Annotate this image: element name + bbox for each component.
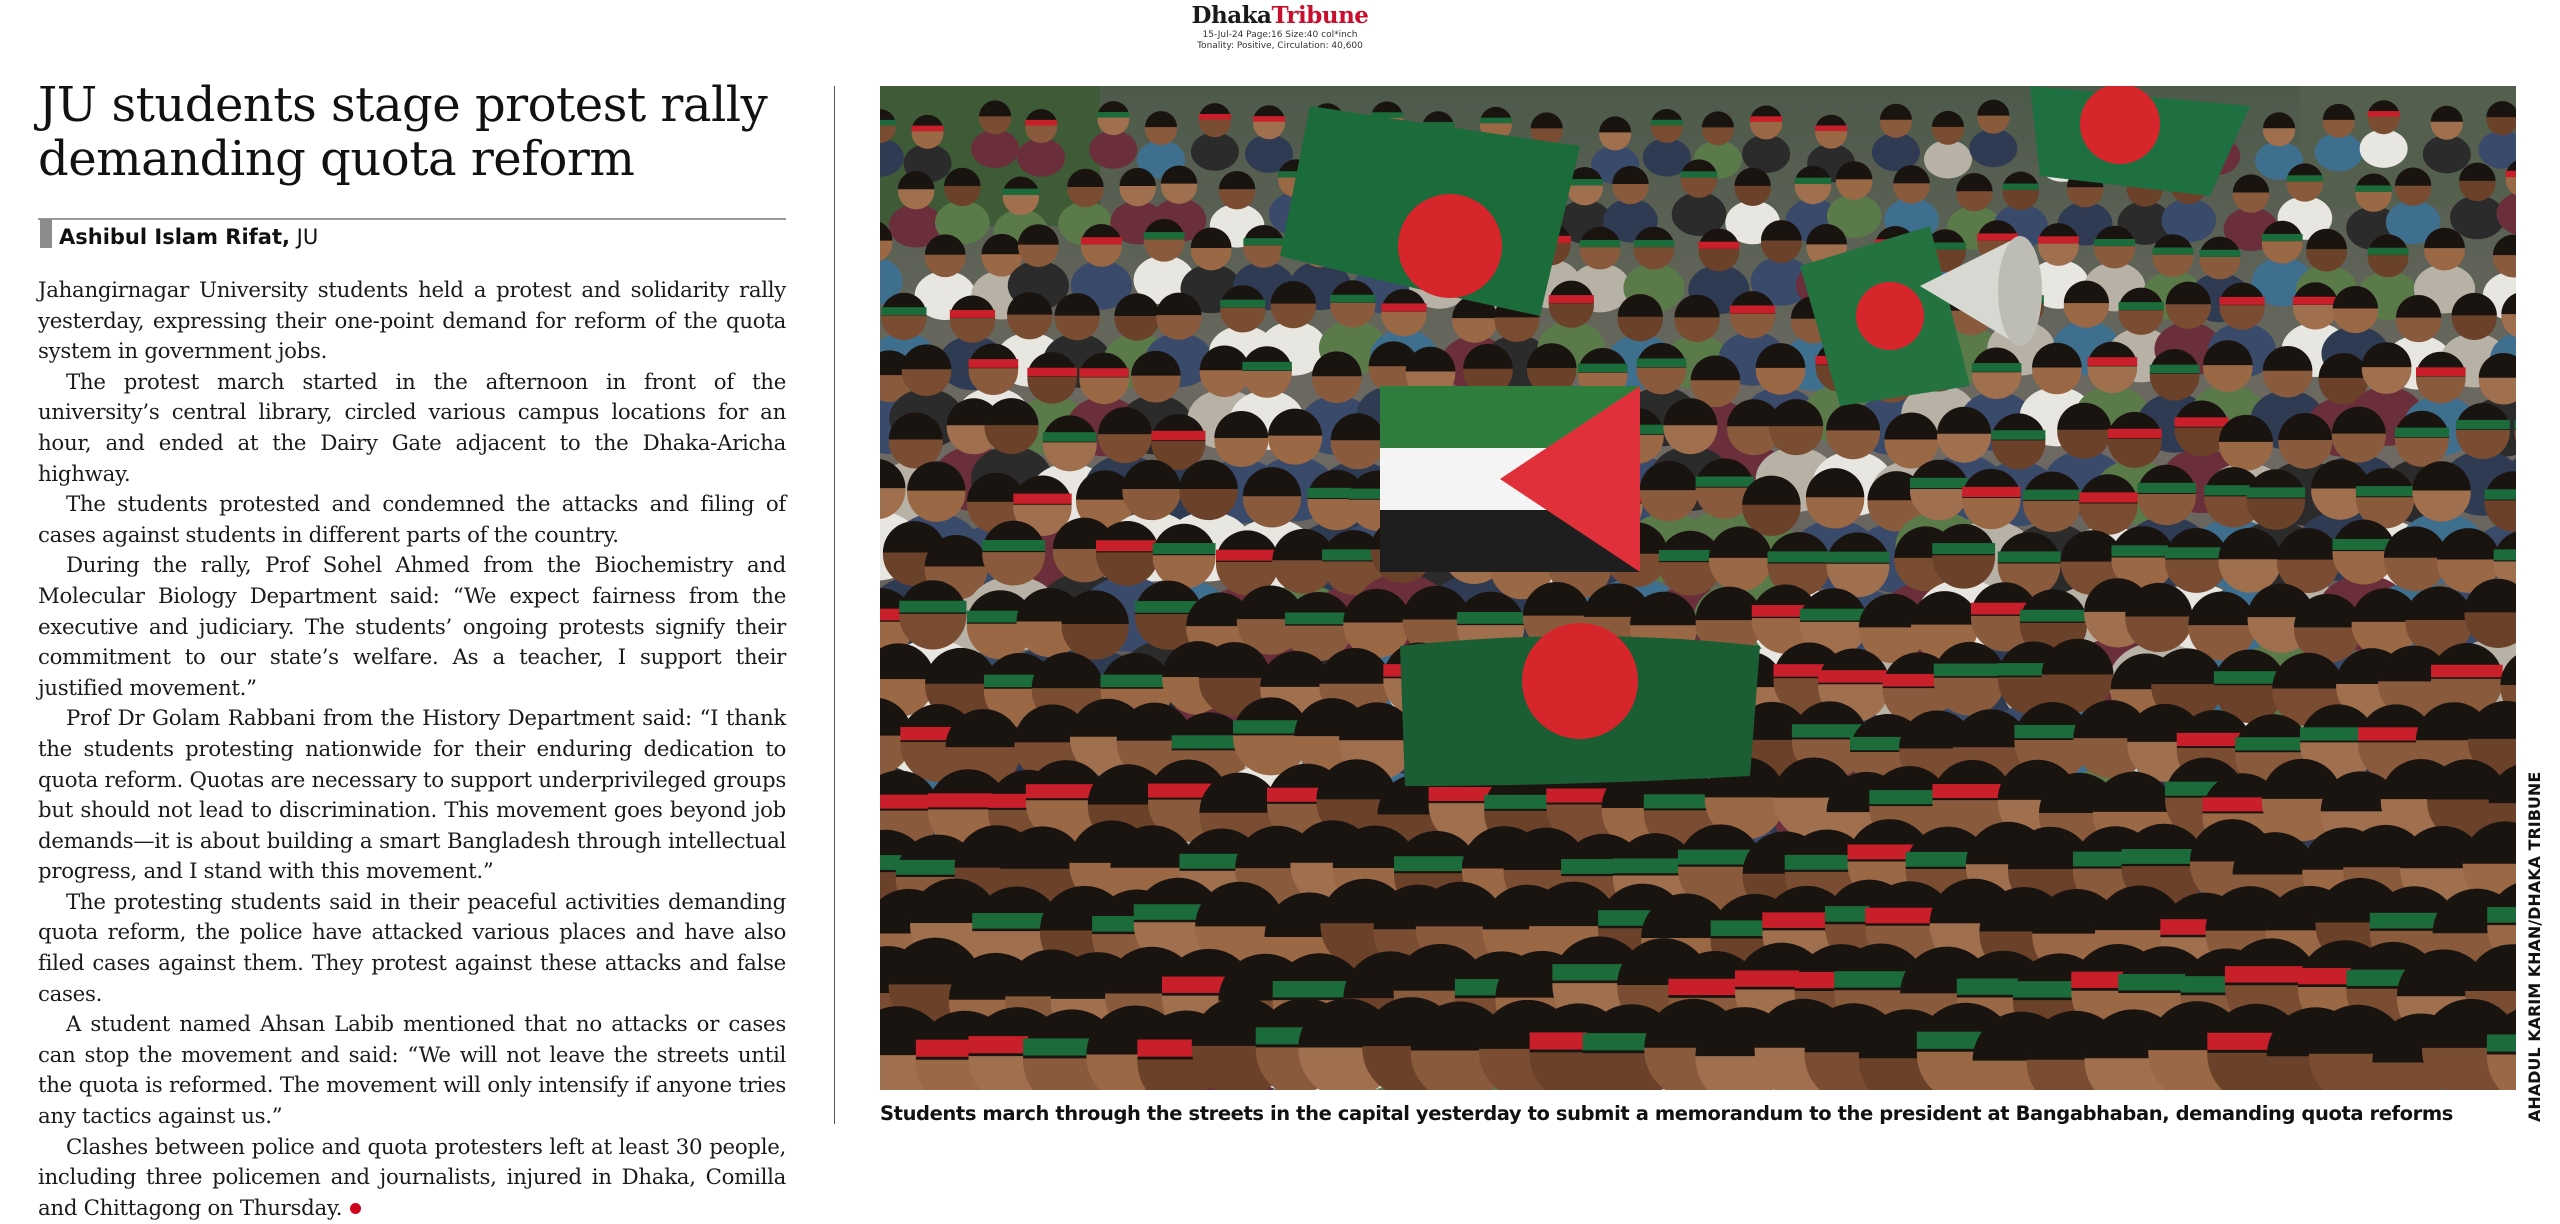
protest-rally-photo [880, 86, 2516, 1090]
crowd-headband [1480, 118, 1512, 124]
crowd-person-hair [2233, 174, 2269, 192]
crowd-person-body [971, 130, 1019, 168]
end-of-story-marker [350, 1203, 361, 1214]
bangladesh-flag [1400, 623, 1760, 786]
column-divider [834, 86, 835, 1124]
crowd-headband [1027, 368, 1077, 377]
crowd-headband [1795, 178, 1831, 184]
crowd-headband [2487, 1034, 2516, 1051]
article-headline: JU students stage protest rally demanding quota reform [38, 77, 768, 187]
crowd-headband [2199, 250, 2240, 257]
crowd-headband [1634, 240, 1675, 247]
crowd-headband [1962, 487, 2020, 497]
crowd-headband [1081, 237, 1122, 244]
crowd-headband [1767, 551, 1830, 562]
crowd-headband [899, 601, 966, 613]
article-paragraph: A student named Ahsan Labib mentioned that no attacks or cases can stop the movement and said: “We will not leave the streets until the quota is reformed. The movement will only intensify if anyone tries any tactics against us.” [38, 1012, 786, 1130]
crowd-headband [2506, 171, 2516, 177]
crowd-headband [1013, 494, 1071, 504]
crowd-headband [2020, 610, 2087, 622]
crowd-person-body [1089, 130, 1137, 168]
article-paragraph-text: Clashes between police and quota protesters left at least 30 people, including three policemen and journalists, injured in Dhaka, Comilla and Chittagong on Thursday. [38, 1134, 786, 1221]
crowd-headband [2293, 297, 2338, 305]
crowd-headband [2150, 365, 2200, 374]
article-paragraph: The students protested and condemned the attacks and filing of cases against students in different parts of the country. [38, 492, 786, 548]
crowd-person-hair [1932, 111, 1964, 127]
crowd-headband [2137, 483, 2195, 493]
crowd-headband [1253, 116, 1285, 122]
crowd-headband [880, 120, 896, 126]
logo-tribune: Tribune [1271, 2, 1369, 29]
crowd-headband [2456, 420, 2510, 429]
crowd-headband [1991, 430, 2045, 439]
article-paragraph: Jahangirnagar University students held a protest and solidarity rally yesterday, expressing their one-point demand for reform of the quota system in government jobs. [38, 278, 786, 365]
crowd-headband [1381, 303, 1426, 311]
byline [59, 224, 318, 250]
crowd-headband [1457, 612, 1524, 624]
crowd-person-hair [1702, 111, 1734, 127]
crowd-headband [2111, 545, 2174, 556]
crowd-headband [950, 310, 995, 318]
article-body [38, 276, 786, 1224]
logo-dhaka: Dhaka [1191, 2, 1272, 29]
crowd-headband [2079, 492, 2137, 502]
crowd-headband [2262, 234, 2303, 241]
byline-rule [38, 218, 786, 220]
crowd-headband [2165, 547, 2228, 558]
crowd-headband [1151, 431, 1205, 440]
crowd-headband [1043, 432, 1097, 441]
crowd-headband [2355, 185, 2391, 191]
crowd-headband [1243, 238, 1284, 245]
crowd-headband [1025, 120, 1057, 126]
crowd-headband [1818, 670, 1890, 683]
crowd-headband [2487, 907, 2516, 923]
crowd-headband [1934, 664, 2006, 677]
crowd-headband [1079, 368, 1129, 377]
article-paragraph: The protesting students said in their peaceful activities demanding quota reform, the police have attacked various places and have also filed cases against them. They protest against these attacks and false cases. [38, 889, 786, 1007]
crowd-headband [1567, 179, 1603, 185]
palestine-flag [1380, 386, 1640, 572]
crowd-person-body [2450, 196, 2505, 240]
crowd-headband [1651, 120, 1683, 126]
crowd-headband [2416, 367, 2466, 376]
crowd-headband [1330, 295, 1375, 303]
crowd-headband [1101, 675, 1173, 688]
crowd-headband [1144, 232, 1185, 239]
crowd-person-hair [1219, 171, 1255, 189]
crowd-person-body [1191, 132, 1239, 170]
crowd-headband [982, 540, 1045, 551]
crowd-person-body [1017, 138, 1065, 176]
crowd-headband [1216, 550, 1279, 561]
crowd-headband [2494, 549, 2516, 560]
crowd-headband [1153, 543, 1216, 554]
crowd-headband [1681, 171, 1717, 177]
crowd-headband [1730, 306, 1775, 314]
crowd-headband [2153, 247, 2194, 254]
crowd-headband [1972, 363, 2022, 372]
crowd-person-hair [1956, 173, 1992, 191]
crowd-headband [1696, 477, 1754, 487]
crowd-headband [912, 126, 944, 132]
crowd-illustration [880, 86, 2516, 1090]
article-paragraph: Prof Dr Golam Rabbani from the History Department said: “I thank the students protesting nationwide for their enduring dedication to quota reform. Quotas are necessary to support underprivileged groups but should not lead to discrimination. This movement goes beyond job demands—it is about building a smart Bangladesh through intellectual progress, and I stand with this movement.” [38, 706, 786, 885]
crowd-headband [2118, 302, 2163, 310]
crowd-headband [881, 307, 926, 315]
article-paragraph: During the rally, Prof Sohel Ahmed from the Biochemistry and Molecular Biology Department said: “We expect fairness from the executive and judiciary. The students’ ongoing protests signify their commitment to our state’s welfare. As a teacher, I support their justified movement.” [38, 553, 786, 701]
crowd-headband [2287, 175, 2323, 181]
crowd-headband [2356, 486, 2414, 496]
byline-marker [40, 219, 52, 248]
crowd-person-hair [1977, 100, 2009, 116]
byline-location: JU [289, 225, 319, 249]
photo-credit: AHADUL KARIM KHAN/DHAKA TRIBUNE [2525, 771, 2544, 1122]
crowd-headband [1998, 551, 2061, 562]
article-last-paragraph [38, 1133, 786, 1224]
crowd-headband [1242, 362, 1292, 371]
crowd-headband [2108, 429, 2162, 438]
crowd-headband [1637, 358, 1687, 367]
crowd-person-hair [1145, 111, 1177, 127]
crowd-headband [1199, 114, 1231, 120]
crowd-person-body [2423, 135, 2471, 173]
dhaka-tribune-logo [1080, 2, 1480, 30]
photo-caption: Students march through the streets in the capital yesterday to submit a memorandum to the president at Bangabhaban, demanding quota reforms [880, 1102, 2453, 1125]
crowd-headband [1800, 609, 1867, 621]
crowd-headband [2368, 111, 2400, 117]
crowd-headband [1220, 300, 1265, 308]
crowd-headband [2175, 417, 2229, 426]
crowd-headband [1750, 116, 1782, 122]
clipping-meta-line-1: 15-Jul-24 Page:16 Size:40 col*inch [1202, 30, 1358, 40]
crowd-headband [1910, 478, 1968, 488]
crowd-headband [1097, 112, 1129, 118]
crowd-person-hair [1531, 112, 1563, 128]
crowd-headband [2514, 420, 2516, 429]
crowd-headband [1698, 242, 1739, 249]
crowd-person-hair [2263, 112, 2295, 128]
crowd-headband [1932, 543, 1995, 554]
crowd-headband [969, 359, 1019, 368]
crowd-headband [2247, 487, 2305, 497]
crowd-headband [1977, 233, 2018, 240]
crowd-headband [2094, 239, 2135, 246]
crowd-headband [1578, 364, 1628, 373]
crowd-headband [1827, 552, 1890, 563]
crowd-person-body [2315, 133, 2363, 171]
crowd-headband [2219, 297, 2264, 305]
crowd-person-body [2360, 129, 2408, 167]
article-paragraph: The protest march started in the afternoon in front of the university’s central library, circled various campus locations for an hour, and ended at the Dairy Gate adjacent to the Dhaka-Aricha highway. [38, 369, 786, 487]
byline-author: Ashibul Islam Rifat, [59, 225, 290, 249]
crowd-headband [2088, 357, 2138, 366]
crowd-person-hair [1880, 104, 1912, 120]
crowd-person-body [1969, 129, 2017, 167]
crowd-headband [1096, 540, 1159, 551]
crowd-headband [2431, 665, 2503, 678]
crowd-headband [2023, 490, 2081, 500]
clipping-meta-line-2: Tonality: Positive, Circulation: 40,600 [1197, 41, 1363, 51]
crowd-headband [2038, 236, 2079, 243]
crowd-person-body [1924, 140, 1972, 178]
crowd-heads [880, 100, 2516, 1090]
crowd-person-hair [2493, 235, 2516, 255]
crowd-headband [2235, 737, 2311, 750]
crowd-headband [1580, 240, 1621, 247]
crowd-headband [1003, 189, 1039, 195]
crowd-headband [2395, 428, 2449, 437]
crowd-headband [2485, 489, 2516, 499]
crowd-person-hair [1599, 116, 1631, 132]
crowd-person-body [1742, 135, 1790, 173]
crowd-headband [2002, 184, 2038, 190]
crowd-headband [2368, 248, 2409, 255]
crowd-headband [1549, 295, 1594, 303]
crowd-headband [1815, 126, 1847, 132]
masthead [1080, 2, 1480, 52]
crowd-headband [1285, 612, 1352, 624]
